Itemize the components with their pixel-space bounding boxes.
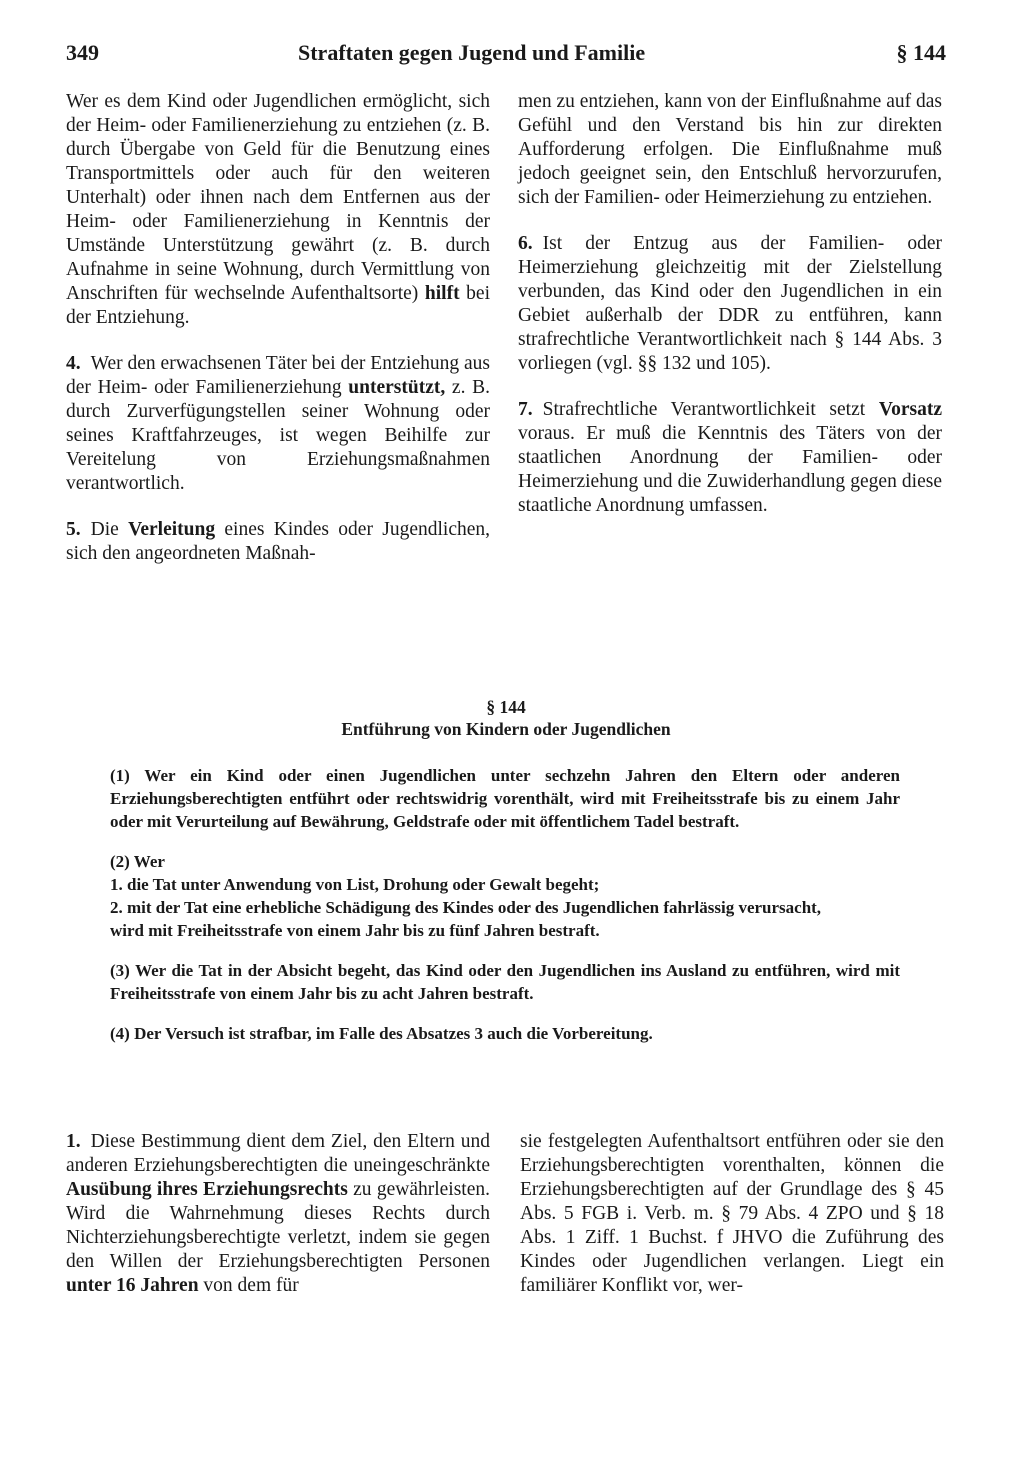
- paragraph-7: [518, 398, 942, 518]
- p5-text-a: Die: [90, 519, 119, 540]
- chapter-title: Straftaten gegen Jugend und Familie: [298, 40, 646, 65]
- left-column-bottom: [66, 1130, 490, 1320]
- statute-p2-item-1: 1. die Tat unter Anwendung von List, Drohung oder Gewalt begeht;: [110, 875, 600, 894]
- statute-p2-item-2: 2. mit der Tat eine erhebliche Schädigung des Kindes oder des Jugendlichen fahrlässig verursacht,: [110, 898, 822, 917]
- commentary-paragraph-1-continued: [520, 1130, 944, 1298]
- paragraph-3-continued: [66, 90, 490, 330]
- paragraph-4: [66, 352, 490, 496]
- p3-end: bei der Entziehung.: [66, 283, 490, 328]
- statute-paragraph-1: (1) Wer ein Kind oder einen Jugendlichen unter sechzehn Jahren den Eltern oder anderen Erziehungsberechtigten entführt oder rechtswidrig vorenthält, wird mit Freiheitsstrafe bis zu einem Jahr oder mit Verurteilung auf Bewährung, Geldstrafe oder mit öffentlichem Tadel bestraft.: [110, 766, 900, 831]
- p5-number: 5.: [66, 519, 81, 540]
- section-marker: § 144: [896, 40, 946, 65]
- left-column-top: [66, 90, 490, 588]
- statute-heading: [66, 696, 946, 740]
- p7-number: 7.: [518, 399, 533, 420]
- right-column-top: [518, 90, 942, 540]
- page-number: 349: [66, 40, 99, 65]
- p5-bold: Verleitung: [128, 519, 216, 540]
- c1-text-b: zu gewährleisten. Wird die Wahrnehmung dieses Rechts durch Nichterziehungsberechtigte verletzt, indem sie gegen den Willen der Erziehungsberechtigten Personen: [66, 1179, 490, 1272]
- c1-text-c: von dem für: [203, 1275, 299, 1296]
- statute-p2-intro: (2) Wer: [110, 852, 165, 871]
- p5-cont-text: men zu entziehen, kann von der Einflußnahme auf das Gefühl und den Verstand bis hin zur direkten Aufforderung erfolgen. Die Einflußnahme muß jedoch geeignet sein, den Entschluß hervorzurufen, sich der Familien- oder Heimerziehung zu entziehen.: [518, 91, 942, 208]
- statute-title: Entführung von Kindern oder Jugendlichen: [341, 719, 671, 739]
- p4-number: 4.: [66, 353, 81, 374]
- c1-bold-2: unter 16 Jahren: [66, 1275, 199, 1296]
- paragraph-5-continued: [518, 90, 942, 210]
- statute-section-number: § 144: [486, 697, 526, 717]
- p7-text-b: voraus. Er muß die Kenntnis des Täters von der staatlichen Anordnung der Familien- oder Heimerziehung und die Zuwiderhandlung gegen diese staatliche Anordnung umfassen.: [518, 423, 942, 516]
- p5-text-b: eines Kindes oder Jugendlichen, sich den angeordneten Maßnah-: [66, 519, 491, 564]
- statute-paragraph-2: [110, 850, 900, 942]
- p4-text-b: z. B. durch Zurverfügungstellen seiner Wohnung oder seines Kraftfahrzeuges, ist wegen Beihilfe zur Vereitelung von Erziehungsmaßnahmen verantwortlich.: [66, 377, 491, 494]
- paragraph-5: [66, 518, 490, 566]
- c1-cont-text: sie festgelegten Aufenthaltsort entführen oder sie den Erziehungsberechtigten vorenthalten, können die Erziehungsberechtigten auf der Grundlage des § 45 Abs. 5 FGB i. Verb. m. § 79 Abs. 4 ZPO und § 18 Abs. 1 Ziff. 1 Buchst. f JHVO die Zuführung des Kindes oder Jugendlichen verlangen. Liegt ein familiärer Konflikt vor, wer-: [520, 1131, 944, 1296]
- commentary-paragraph-1: [66, 1130, 490, 1298]
- c1-bold-1: Ausübung ihres Erziehungsrechts: [66, 1179, 348, 1200]
- p6-text: Ist der Entzug aus der Familien- oder Heimerziehung gleichzeitig mit der Zielstellung verbunden, das Kind oder den Jugendlichen in ein Gebiet außerhalb der DDR zu entführen, kann strafrechtliche Verantwortlichkeit nach § 144 Abs. 3 vorliegen (vgl. §§ 132 und 105).: [518, 233, 942, 374]
- paragraph-6: [518, 232, 942, 376]
- statute-paragraph-4: (4) Der Versuch ist strafbar, im Falle des Absatzes 3 auch die Vorbereitung.: [110, 1024, 653, 1043]
- p4-bold: unterstützt,: [348, 377, 446, 398]
- p3-bold: hilft: [424, 283, 460, 304]
- c1-number: 1.: [66, 1131, 81, 1152]
- statute-text: [110, 764, 900, 1062]
- statute-paragraph-3: (3) Wer die Tat in der Absicht begeht, das Kind oder den Jugendlichen ins Ausland zu entführen, wird mit Freiheitsstrafe von einem Jahr bis zu acht Jahren bestraft.: [110, 961, 900, 1003]
- statute-p2-end: wird mit Freiheitsstrafe von einem Jahr bis zu fünf Jahren bestraft.: [110, 921, 600, 940]
- c1-text-a: Diese Bestimmung dient dem Ziel, den Eltern und anderen Erziehungsberechtigten die uneingeschränkte: [66, 1131, 490, 1176]
- running-header: [66, 40, 946, 74]
- p4-text-a: Wer den erwachsenen Täter bei der Entziehung aus der Heim- oder Familienerziehung: [66, 353, 490, 398]
- p6-number: 6.: [518, 233, 533, 254]
- p7-bold: Vorsatz: [878, 399, 942, 420]
- right-column-bottom: [520, 1130, 944, 1320]
- p7-text-a: Strafrechtliche Verantwortlichkeit setzt: [542, 399, 866, 420]
- p3-text: Wer es dem Kind oder Jugendlichen ermöglicht, sich der Heim- oder Familienerziehung zu entziehen (z. B. durch Übergabe von Geld für die Benutzung eines Transportmittels oder auch für den weiteren Unterhalt) oder ihnen nach dem Entfernen aus der Heim- oder Familienerziehung in Kenntnis der Umstände Unterstützung gewährt (z. B. durch Aufnahme in seine Wohnung, durch Vermittlung von Anschriften für wechselnde Aufenthaltsorte): [66, 91, 490, 304]
